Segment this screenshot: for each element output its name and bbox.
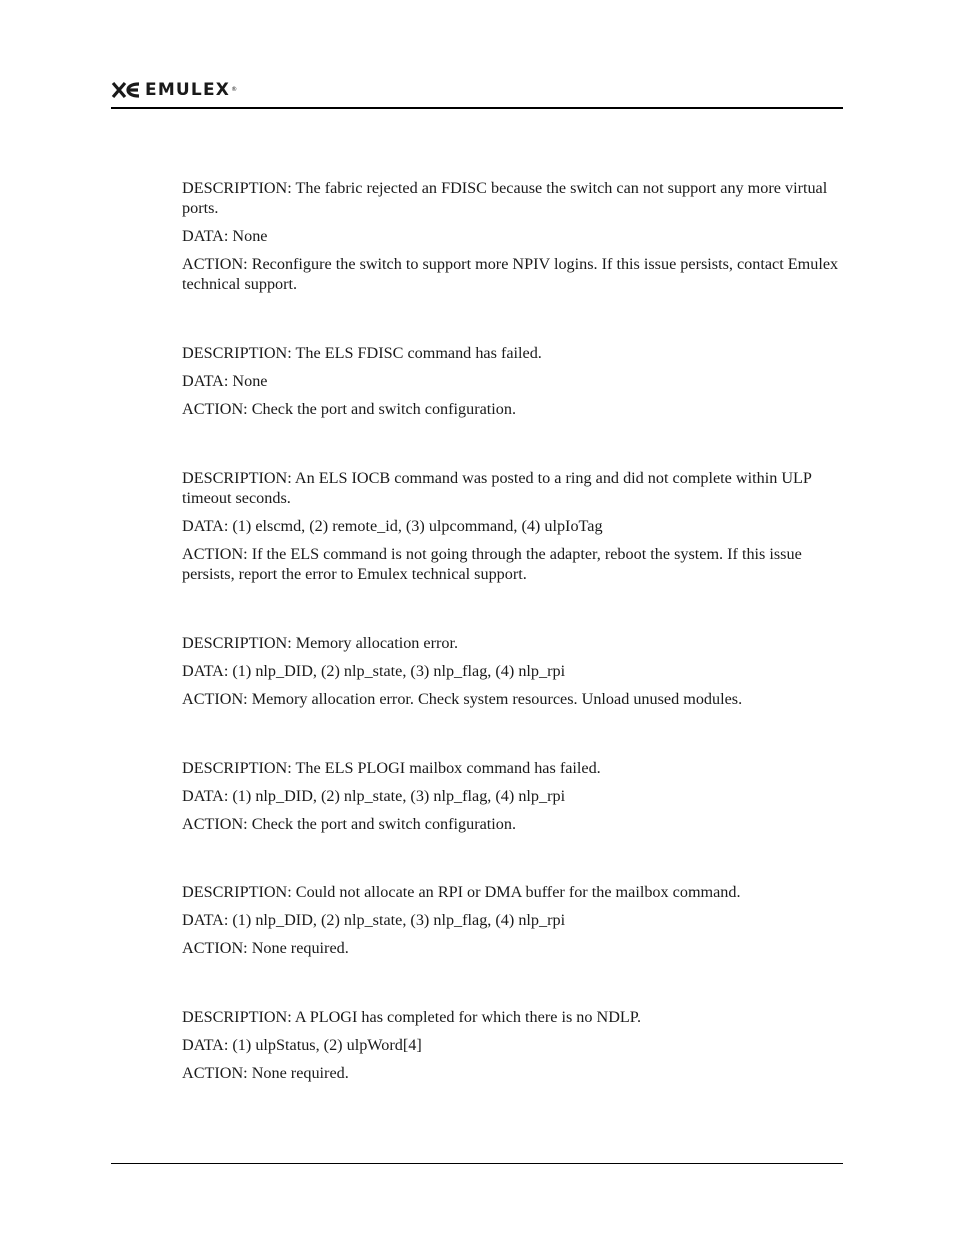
entry-data: DATA: None <box>182 227 268 245</box>
message-entry <box>182 633 842 717</box>
message-entry <box>182 178 842 302</box>
footer-rule <box>111 1163 843 1164</box>
entry-data: DATA: (1) elscmd, (2) remote_id, (3) ulpcommand, (4) ulpIoTag <box>182 517 603 535</box>
entry-action: ACTION: None required. <box>182 939 349 957</box>
message-entry <box>182 1007 842 1091</box>
message-entry <box>182 468 842 592</box>
entry-action: ACTION: Reconfigure the switch to support more NPIV logins. If this issue persists, contact Emulex technical support. <box>182 255 839 293</box>
message-entry <box>182 882 842 966</box>
entry-action: ACTION: If the ELS command is not going through the adapter, reboot the system. If this issue persists, report the error to Emulex technical support. <box>182 545 802 583</box>
entry-action: ACTION: None required. <box>182 1064 349 1082</box>
entry-action: ACTION: Check the port and switch configuration. <box>182 815 517 833</box>
emulex-mark-icon <box>111 81 141 99</box>
entry-data: DATA: (1) nlp_DID, (2) nlp_state, (3) nlp_flag, (4) nlp_rpi <box>182 787 566 805</box>
emulex-logo <box>111 80 237 100</box>
entry-description: DESCRIPTION: Could not allocate an RPI or DMA buffer for the mailbox command. <box>182 883 741 901</box>
entry-description: DESCRIPTION: A PLOGI has completed for which there is no NDLP. <box>182 1008 642 1026</box>
header-rule <box>111 107 843 109</box>
entry-description: DESCRIPTION: An ELS IOCB command was posted to a ring and did not complete within ULP timeout seconds. <box>182 469 812 507</box>
message-entry <box>182 758 842 842</box>
entry-description: DESCRIPTION: The fabric rejected an FDISC because the switch can not support any more virtual ports. <box>182 179 828 217</box>
entry-description: DESCRIPTION: Memory allocation error. <box>182 634 459 652</box>
entry-action: ACTION: Check the port and switch configuration. <box>182 400 517 418</box>
entry-description: DESCRIPTION: The ELS FDISC command has failed. <box>182 344 542 362</box>
entry-data: DATA: (1) nlp_DID, (2) nlp_state, (3) nlp_flag, (4) nlp_rpi <box>182 662 566 680</box>
message-entry <box>182 343 842 427</box>
trademark-symbol: ® <box>231 86 238 93</box>
entry-action: ACTION: Memory allocation error. Check system resources. Unload unused modules. <box>182 690 743 708</box>
entry-data: DATA: (1) ulpStatus, (2) ulpWord[4] <box>182 1036 422 1054</box>
entry-data: DATA: (1) nlp_DID, (2) nlp_state, (3) nlp_flag, (4) nlp_rpi <box>182 911 566 929</box>
entry-description: DESCRIPTION: The ELS PLOGI mailbox command has failed. <box>182 759 601 777</box>
entry-data: DATA: None <box>182 372 268 390</box>
brand-name: EMULEX <box>145 80 231 100</box>
